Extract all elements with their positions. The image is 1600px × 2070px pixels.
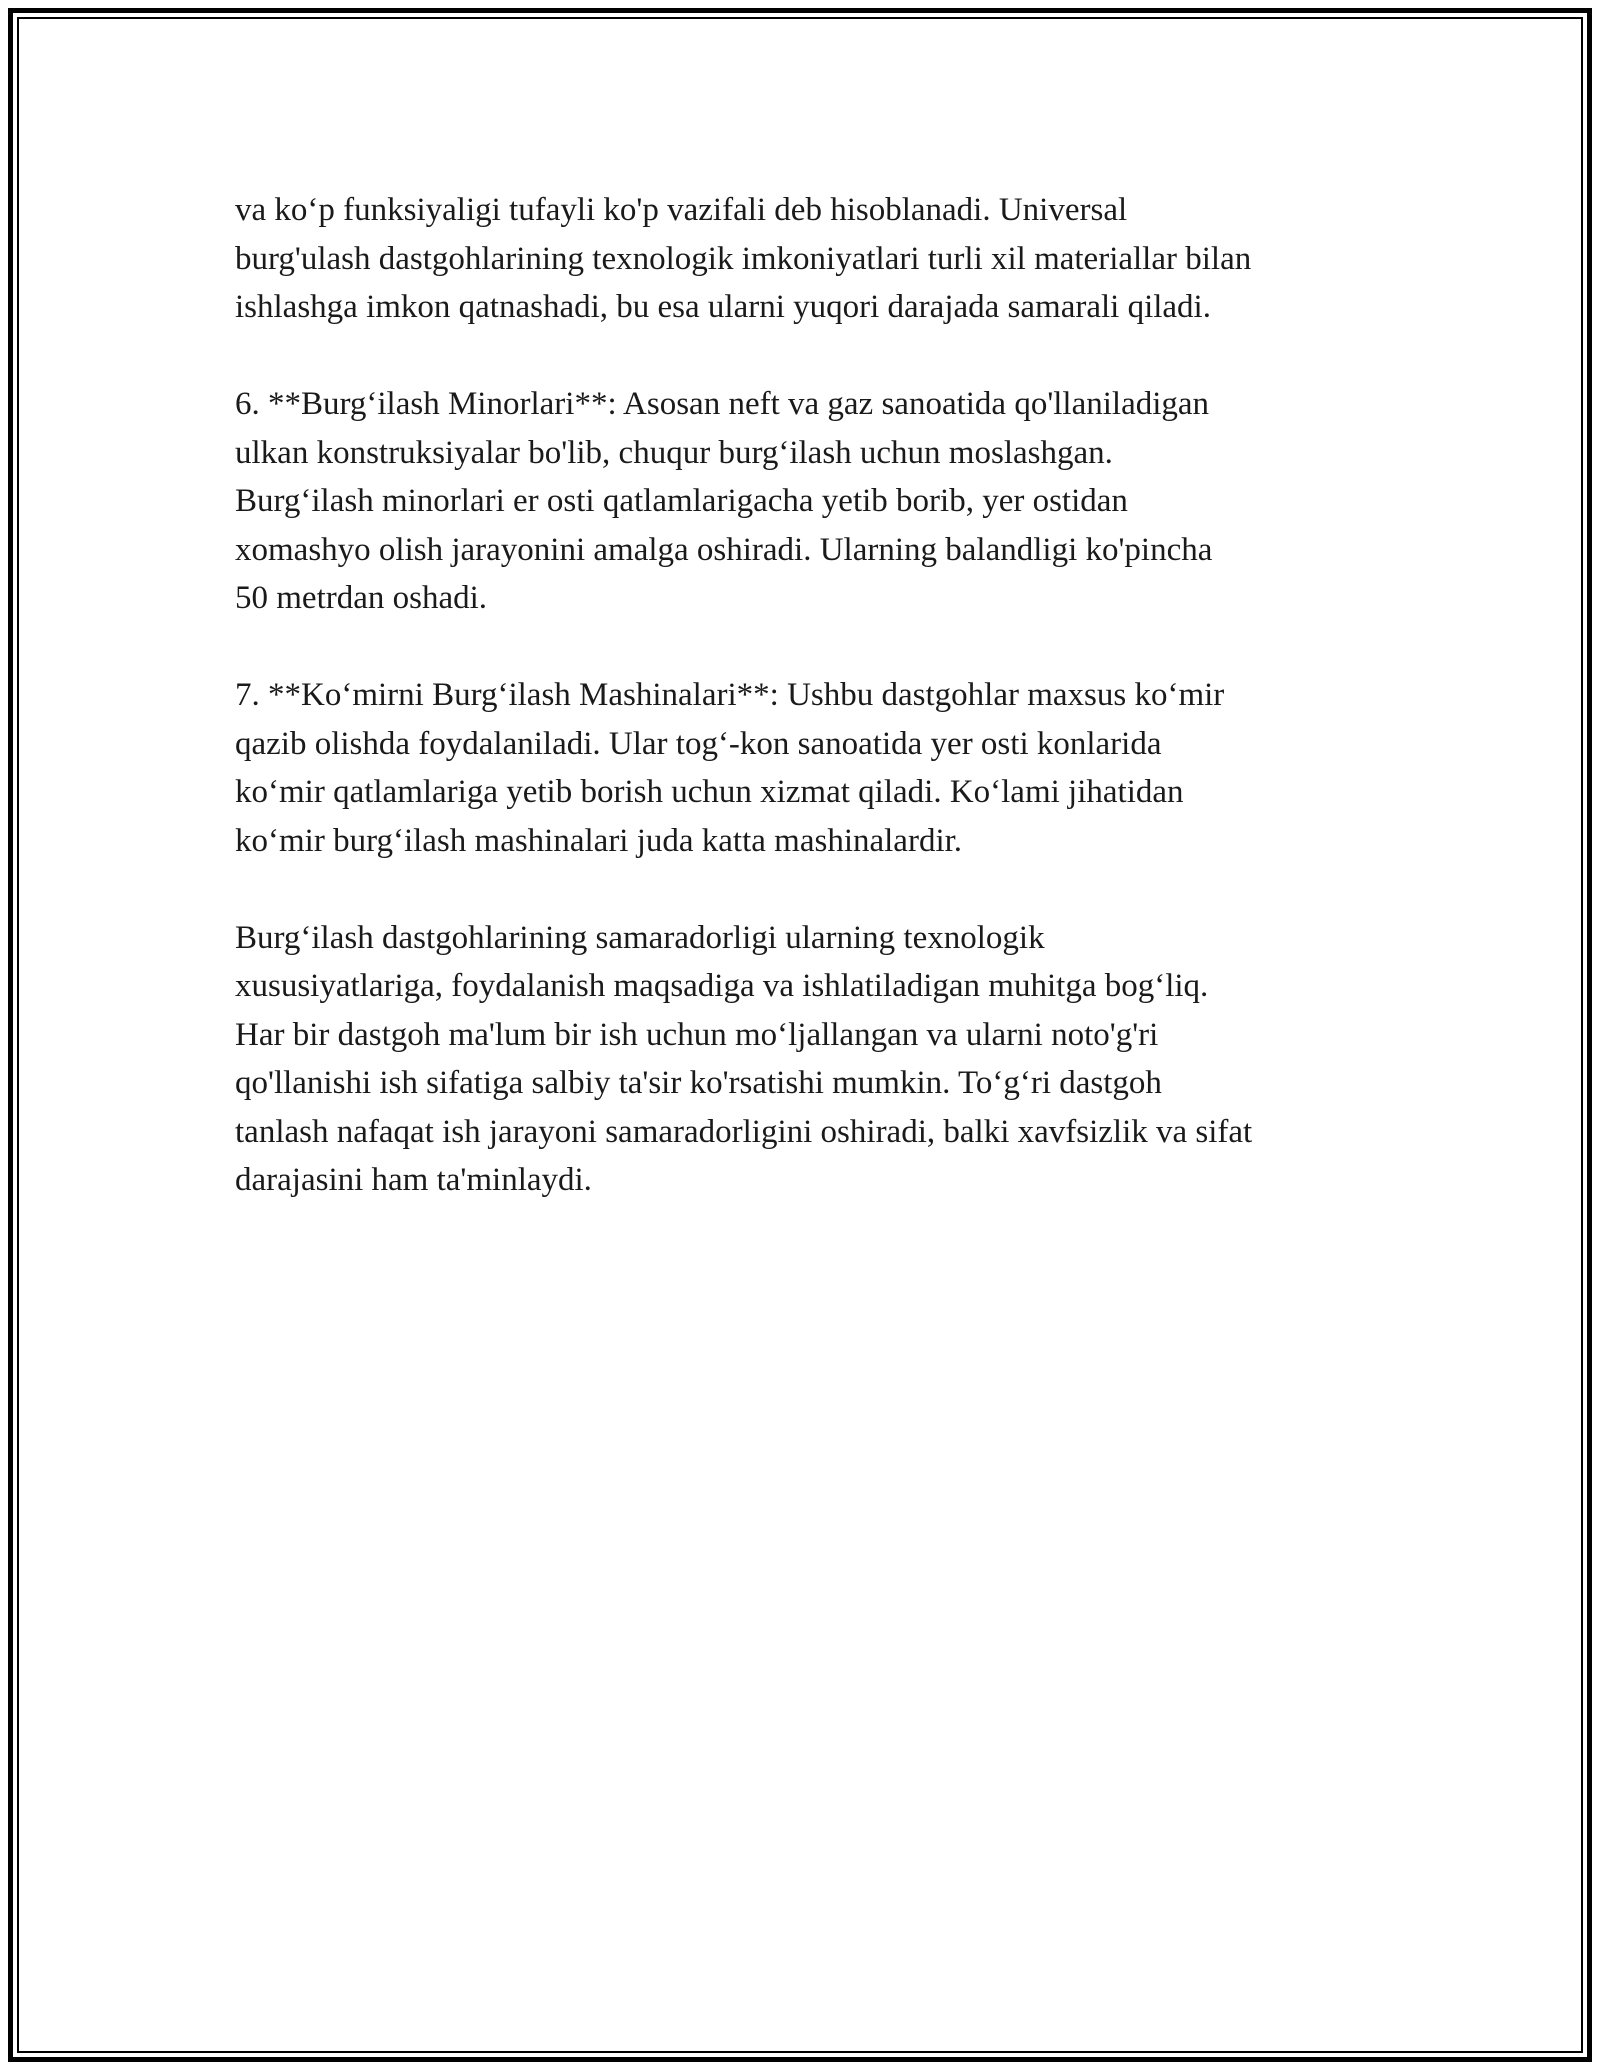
text-line: koʻmir qatlamlariga yetib borish uchun xizmat qiladi. Koʻlami jihatidan bbox=[235, 774, 1184, 810]
text-line: 6. **Burgʻilash Minorlari**: Asosan neft va gaz sanoatida qo'llaniladigan bbox=[235, 386, 1210, 422]
paragraph-universal-drilling bbox=[235, 186, 1415, 332]
text-line: burg'ulash dastgohlarining texnologik imkoniyatlari turli xil materiallar bilan bbox=[235, 240, 1252, 277]
paragraph-conclusion bbox=[235, 914, 1415, 1205]
text-line: Har bir dastgoh ma'lum bir ish uchun moʻljallangan va ularni noto'g'ri bbox=[235, 1016, 1159, 1053]
text-line: qazib olishda foydalaniladi. Ular togʻ-kon sanoatida yer osti konlarida bbox=[235, 725, 1162, 762]
paragraph-coal-drilling-machines bbox=[235, 671, 1415, 865]
text-line: qo'llanishi ish sifatiga salbiy ta'sir ko'rsatishi mumkin. Toʻgʻri dastgoh bbox=[235, 1065, 1162, 1101]
document-body bbox=[235, 186, 1415, 1253]
text-line: 50 metrdan oshadi. bbox=[235, 580, 488, 616]
text-line: va koʻp funksiyaligi tufayli ko'p vazifali deb hisoblanadi. Universal bbox=[235, 192, 1128, 228]
text-line: xomashyo olish jarayonini amalga oshiradi. Ularning balandligi ko'pincha bbox=[235, 531, 1213, 568]
text-line: ulkan konstruksiyalar bo'lib, chuqur burgʻilash uchun moslashgan. bbox=[235, 434, 1113, 471]
text-line: Burgʻilash minorlari er osti qatlamlarigacha yetib borib, yer ostidan bbox=[235, 483, 1128, 519]
text-line: darajasini ham ta'minlaydi. bbox=[235, 1162, 592, 1198]
text-line: tanlash nafaqat ish jarayoni samaradorligini oshiradi, balki xavfsizlik va sifat bbox=[235, 1113, 1253, 1150]
text-line: Burgʻilash dastgohlarining samaradorligi ularning texnologik bbox=[235, 919, 1045, 956]
text-line: 7. **Koʻmirni Burgʻilash Mashinalari**: Ushbu dastgohlar maxsus koʻmir bbox=[235, 677, 1225, 713]
paragraph-drilling-towers bbox=[235, 380, 1415, 623]
text-line: koʻmir burgʻilash mashinalari juda katta mashinalardir. bbox=[235, 822, 963, 859]
text-line: xususiyatlariga, foydalanish maqsadiga va ishlatiladigan muhitga bogʻliq. bbox=[235, 968, 1209, 1004]
text-line: ishlashga imkon qatnashadi, bu esa ularni yuqori darajada samarali qiladi. bbox=[235, 289, 1211, 325]
